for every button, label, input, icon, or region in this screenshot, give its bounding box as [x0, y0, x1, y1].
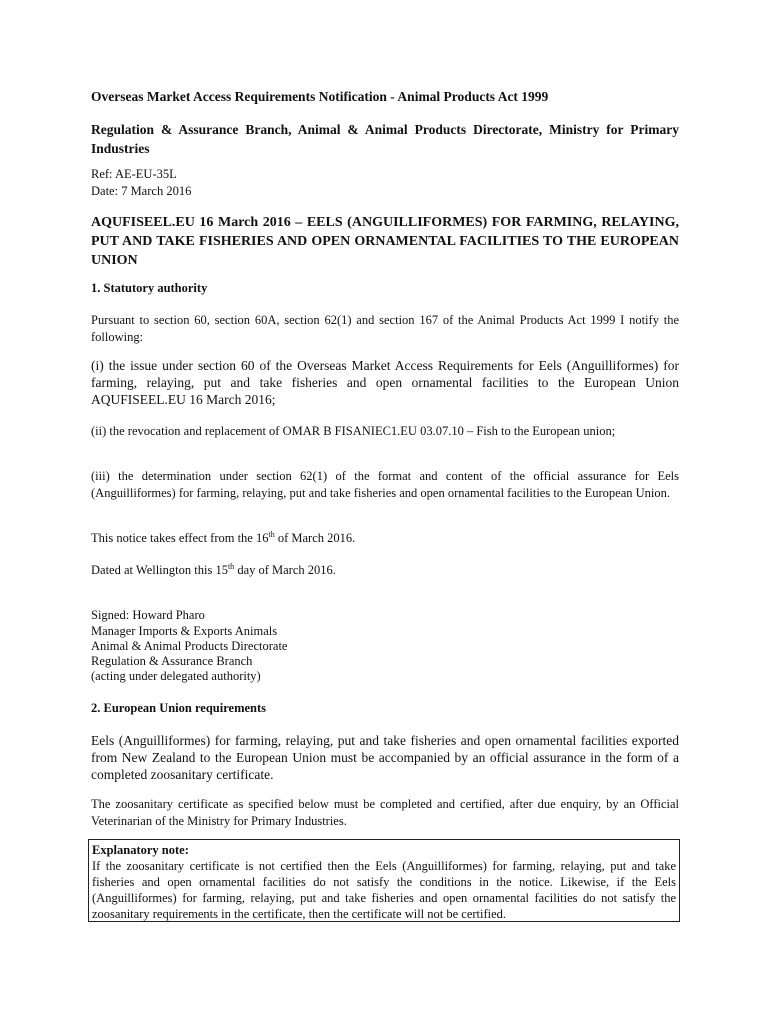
dated-line: Dated at Wellington this 15th day of March 2016. [91, 561, 336, 577]
signatory-role: Manager Imports & Exports Animals [91, 624, 278, 638]
section-1-heading: 1. Statutory authority [91, 281, 208, 295]
section-2-heading: 2. European Union requirements [91, 701, 267, 715]
section-1-item-3: (iii) the determination under section 62(1) of the format and content of the official assurance for Eels (Anguilliformes) for farming, relaying, put and take fisheries and open ornamental facilities to the European Union. [91, 469, 679, 500]
explanatory-note-text: If the zoosanitary certificate is not certified then the Eels (Anguilliformes) for farming, relaying, put and take fisheries and open ornamental facilities do not satisfy the conditions in the notice. Likewise, if the Eels (Anguilliformes) for farming, relaying, put and take fisheries and open ornamental facilities do not satisfy the zoosanitary requirements in the certificate, then the certificate will not be certified. [92, 859, 676, 921]
section-1-intro: Pursuant to section 60, section 60A, section 62(1) and section 167 of the Animal Products Act 1999 I notify the following: [91, 313, 679, 344]
signed-name: Signed: Howard Pharo [91, 608, 205, 622]
section-2-paragraph-2: The zoosanitary certificate as specified below must be completed and certified, after due enquiry, by an Official Veterinarian of the Ministry for Primary Industries. [91, 797, 679, 828]
section-1-item-2: (ii) the revocation and replacement of OMAR B FISANIEC1.EU 03.07.10 – Fish to the European union; [91, 424, 616, 438]
signatory-branch: Regulation & Assurance Branch [91, 654, 253, 668]
explanatory-note-box [88, 839, 680, 922]
effective-date: This notice takes effect from the 16th of March 2016. [91, 529, 356, 545]
explanatory-note-title: Explanatory note: [92, 843, 189, 857]
document-title: AQUFISEEL.EU 16 March 2016 – EELS (ANGUILLIFORMES) FOR FARMING, RELAYING, PUT AND TAKE FISHERIES AND OPEN ORNAMENTAL FACILITIES TO THE EUROPEAN UNION [91, 215, 679, 268]
reference-line: Ref: AE-EU-35L [91, 167, 177, 181]
delegated-authority: (acting under delegated authority) [91, 669, 261, 683]
signatory-directorate: Animal & Animal Products Directorate [91, 639, 288, 653]
notice-title: Overseas Market Access Requirements Notification - Animal Products Act 1999 [91, 89, 549, 104]
date-line: Date: 7 March 2016 [91, 184, 192, 198]
section-2-paragraph-1: Eels (Anguilliformes) for farming, relaying, put and take fisheries and open ornamental facilities exported from New Zealand to the European Union must be accompanied by an official assurance in the form of a completed zoosanitary certificate. [91, 733, 679, 782]
issuer-heading: Regulation & Assurance Branch, Animal & Animal Products Directorate, Ministry for Primary Industries [91, 122, 679, 156]
section-1-item-1: (i) the issue under section 60 of the Overseas Market Access Requirements for Eels (Anguilliformes) for farming, relaying, put and take fisheries and open ornamental facilities to the European Union AQUFISEEL.EU 16 March 2016; [91, 358, 679, 407]
